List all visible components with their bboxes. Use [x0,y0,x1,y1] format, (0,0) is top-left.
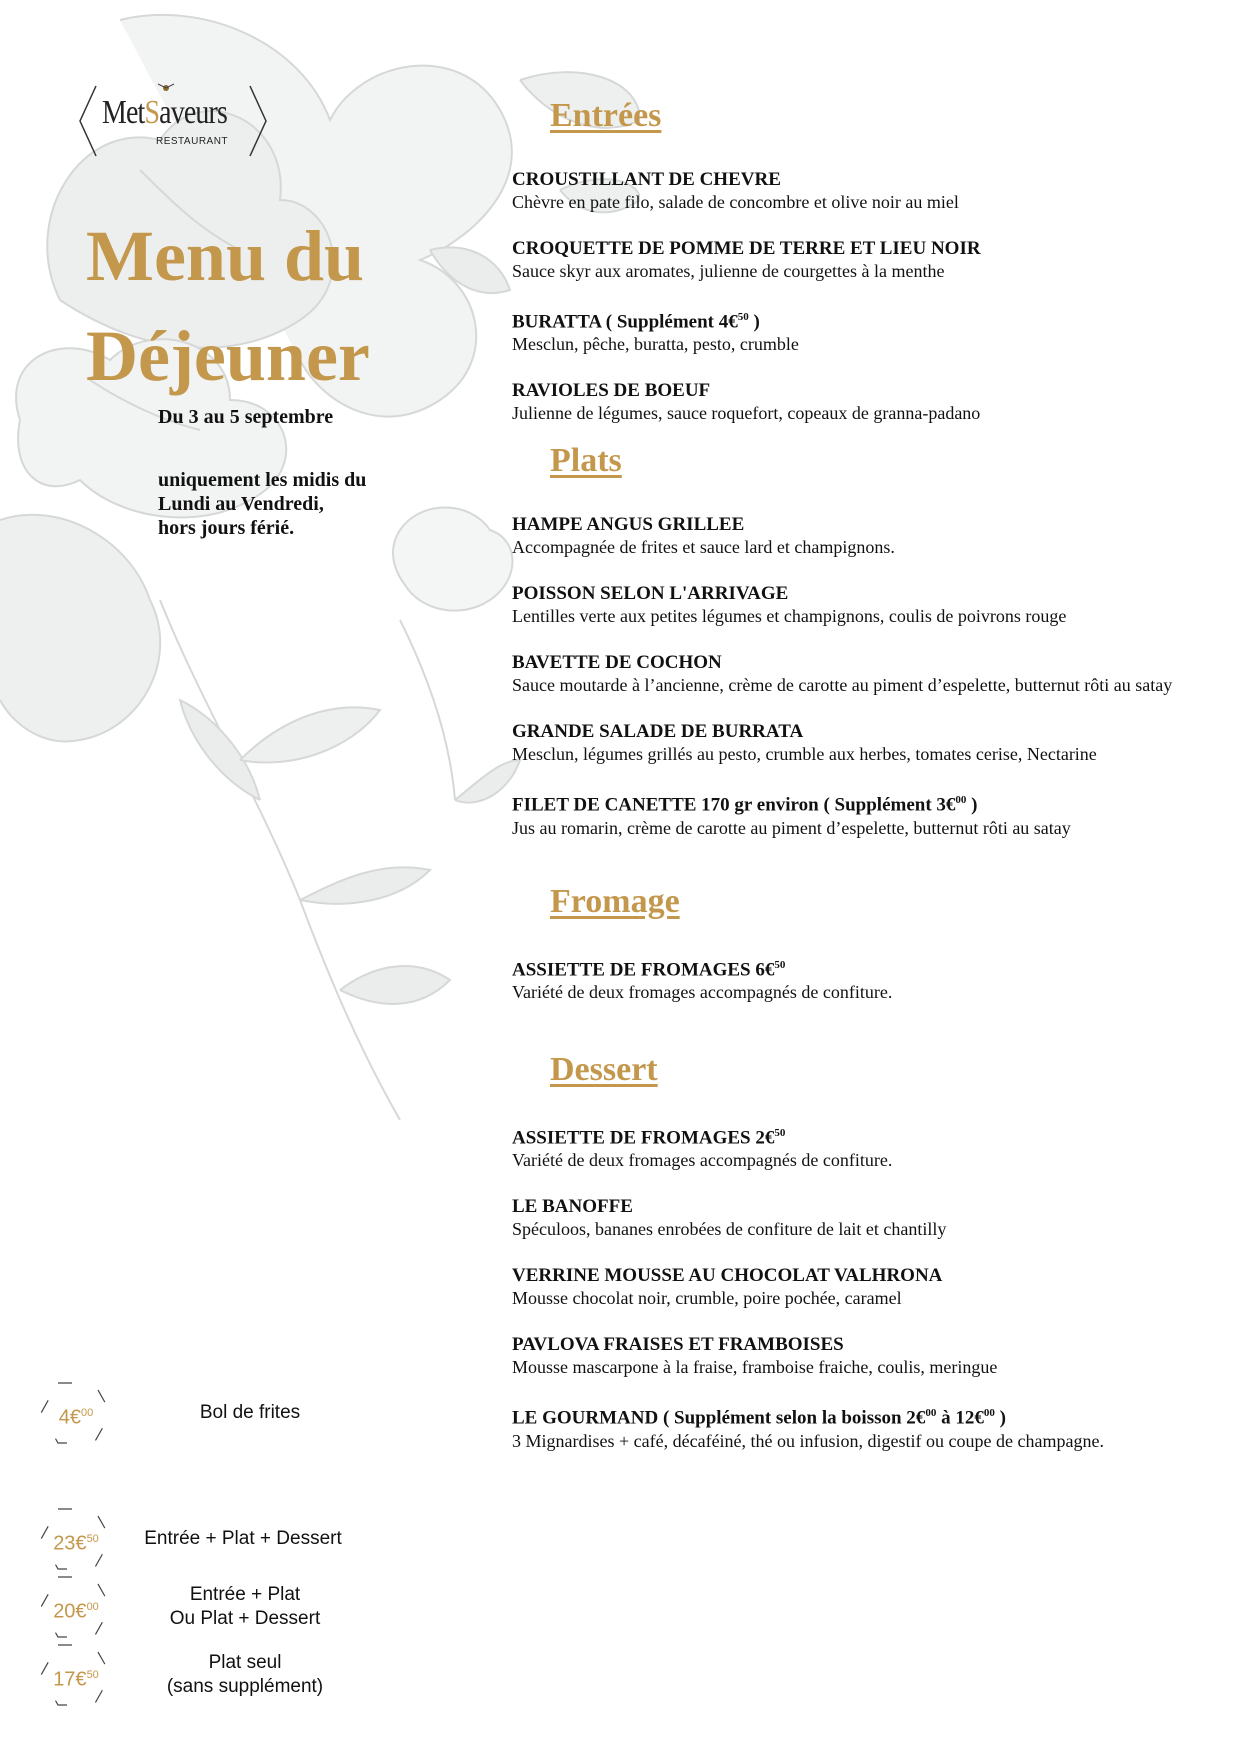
section-title: Entrées [550,97,662,134]
menu-item [512,1122,1232,1172]
price-description: Plat seul (sans supplément) [166,1652,324,1697]
item-name: LE GOURMAND ( Supplément selon la boisson 2€$^{00}$ à 12€$^{00}$ ) [512,1407,1006,1429]
item-name: VERRINE MOUSSE AU CHOCOLAT VALHRONA [512,1265,943,1287]
item-name: LE BANOFFE [512,1196,633,1218]
item-description: Accompagnée de frites et sauce lard et champignons. [512,537,895,558]
note-line: uniquement les midis du [158,469,367,491]
menu-item [512,954,1232,1004]
menu-dates: Du 3 au 5 septembre [158,406,334,428]
item-name: FILET DE CANETTE 170 gr environ ( Supplément 3€$^{00}$ ) [512,794,978,816]
section-entrees [512,96,1232,425]
section-title: Fromage [550,882,680,920]
price-amount: 20€$^{00}$ [53,1600,99,1623]
item-description: Mesclun, pêche, buratta, pesto, crumble [512,334,799,355]
item-name: CROQUETTE DE POMME DE TERRE ET LIEU NOIR [512,238,981,259]
page-title [86,206,370,406]
section-title: Plats [550,442,622,480]
item-name: ASSIETTE DE FROMAGES 6€$^{50}$ [512,958,786,980]
menu-item [512,379,1232,425]
item-description: Jus au romarin, crème de carotte au piment d’espelette, butternut rôti au satay [512,817,1071,838]
section-plats [512,441,1232,839]
availability-note [158,468,366,540]
item-description: Mousse mascarpone à la fraise, framboise fraiche, coulis, meringue [512,1357,998,1378]
logo-wordmark: MetSaveurs [102,94,228,131]
logo-subtitle: RESTAURANT [156,136,229,147]
item-description: 3 Mignardises + café, décaféiné, thé ou infusion, digestif ou coupe de champagne. [512,1430,1104,1451]
item-description: Mousse chocolat noir, crumble, poire pochée, caramel [512,1288,902,1309]
item-description: Sauce moutarde à l’ancienne, crème de carotte au piment d’espelette, butternut rôti au satay [512,675,1173,696]
item-description: Mesclun, légumes grillés au pesto, crumble aux herbes, tomates cerise, Nectarine [512,744,1097,765]
item-name: PAVLOVA FRAISES ET FRAMBOISES [512,1334,844,1356]
item-description: Sauce skyr aux aromates, julienne de courgettes à la menthe [512,261,945,281]
menu-item [512,306,1232,356]
section-fromage [512,882,1232,1004]
item-description: Julienne de légumes, sauce roquefort, copeaux de granna-padano [512,403,981,424]
item-description: Spéculoos, bananes enrobées de confiture de lait et chantilly [512,1219,947,1240]
note-line: hors jours férié. [158,517,295,539]
item-name: GRANDE SALADE DE BURRATA [512,721,804,743]
item-name: CROUSTILLANT DE CHEVRE [512,169,781,190]
section-dessert [512,1050,1232,1453]
price-formule-complete [40,1508,360,1570]
price-formule-deux [40,1576,360,1638]
price-amount: 17€$^{50}$ [53,1668,99,1691]
restaurant-logo [78,82,268,160]
item-name: RAVIOLES DE BOEUF [512,380,711,402]
price-description: Entrée + Plat + Dessert [144,1528,342,1549]
item-name: HAMPE ANGUS GRILLEE [512,514,745,536]
price-description: Entrée + Plat Ou Plat + Dessert [169,1584,321,1629]
menu-item [512,1195,1232,1241]
item-description: Lentilles verte aux petites légumes et champignons, coulis de poivrons rouge [512,606,1067,627]
menu-item [512,651,1232,697]
menu-column [512,96,1232,1453]
item-name: BAVETTE DE COCHON [512,652,722,674]
price-amount: 23€$^{50}$ [53,1532,99,1555]
item-name: BURATTA ( Supplément 4€$^{50}$ ) [512,311,760,333]
item-name: POISSON SELON L'ARRIVAGE [512,583,789,605]
menu-item [512,1402,1232,1452]
price-bol-frites [40,1382,360,1444]
menu-item [512,1333,1232,1379]
item-description: Variété de deux fromages accompagnés de confiture. [512,981,893,1002]
item-name: ASSIETTE DE FROMAGES 2€$^{50}$ [512,1126,786,1149]
menu-item [512,513,1232,559]
price-plat-seul [40,1644,360,1706]
note-line: Lundi au Vendredi, [158,493,324,515]
menu-item [512,1264,1232,1310]
item-description: Variété de deux fromages accompagnés de confiture. [512,1150,893,1171]
menu-item [512,789,1232,839]
item-description: Chèvre en pate filo, salade de concombre et olive noir au miel [512,192,959,212]
menu-item [512,582,1232,628]
menu-item [512,168,1232,214]
price-amount: 4€$^{00}$ [58,1406,94,1429]
title-line-2: Déjeuner [86,316,370,396]
title-line-1: Menu du [86,216,365,296]
menu-item [512,237,1232,283]
price-description: Bol de frites [199,1402,301,1423]
section-title: Dessert [550,1050,658,1088]
menu-item [512,720,1232,766]
